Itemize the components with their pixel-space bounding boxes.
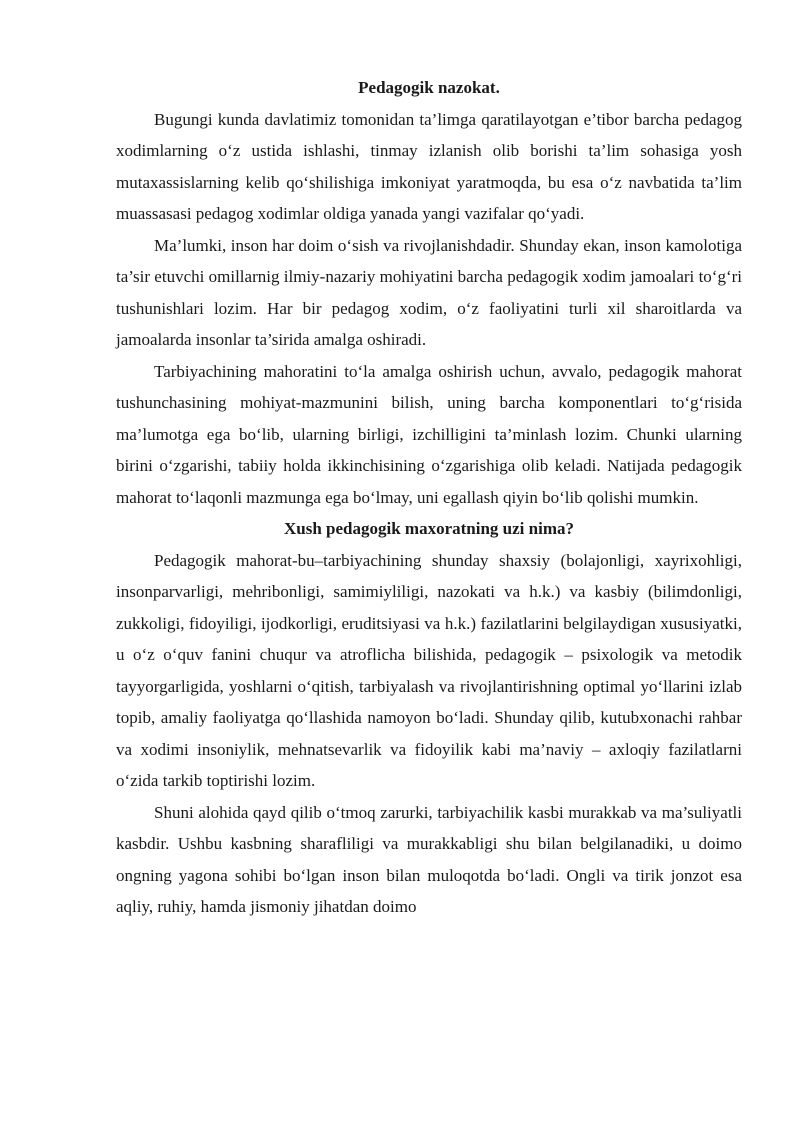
paragraph: Bugungi kunda davlatimiz tomonidan ta’limga qaratilayotgan e’tibor barcha pedagog xodimlarning o‘z ustida ishlashi, tinmay izlanish olib borishi ta’lim sohasiga yosh mutaxassislarning kelib qo‘shilishiga imkoniyat yaratmoqda, bu esa o‘z navbatida ta’lim muassasasi pedagog xodimlar oldiga yanada yangi vazifalar qo‘yadi.: [116, 109, 742, 223]
paragraph: Tarbiyachining mahoratini to‘la amalga oshirish uchun, avvalo, pedagogik mahorat tushunchasining mohiyat-mazmunini bilish, uning barcha komponentlari to‘g‘risida ma’lumotga ega bo‘lib, ularning birligi, izchilligini ta’minlash lozim. Chunki ularning birini o‘zgarishi, tabiiy holda ikkinchisining o‘zgarishiga olib keladi. Natijada pedagogik mahorat to‘laqonli mazmunga ega bo‘lmay, uni egallash qiyin bo‘lib qolishi mumkin.: [116, 361, 742, 507]
document-body: [116, 72, 742, 923]
paragraph: Pedagogik mahorat-bu–tarbiyachining shunday shaxsiy (bolajonligi, xayrixohligi, insonparvarligi, mehribonligi, samimiyliligi, nazokati va h.k.) va kasbiy (bilimdonligi, zukkoligi, fidoyiligi, ijodkorligi, eruditsiyasi va h.k.) fazilatlarini belgilaydigan xususiyatki, u o‘z o‘quv fanini chuqur va atroflicha bilishida, pedagogik – psixologik va metodik tayyorgarligida, yoshlarni o‘qitish, tarbiyalash va rivojlantirishning optimal yo‘llarini izlab topib, amaliy faoliyatga qo‘llashida namoyon bo‘ladi. Shunday qilib, kutubxonachi rahbar va xodimi insoniylik, mehnatsevarlik va fidoyilik kabi ma’naviy – axloqiy fazilatlarni o‘zida tarkib toptirishi lozim.: [116, 550, 742, 790]
section-heading: Xush pedagogik maxoratning uzi nima?: [284, 519, 574, 538]
paragraph: Ma’lumki, inson har doim o‘sish va rivojlanishdadir. Shunday ekan, inson kamolotiga ta’sir etuvchi omillarnig ilmiy-nazariy mohiyatini barcha pedagogik xodim jamoalari to‘g‘ri tushunishlari lozim. Har bir pedagog xodim, o‘z faoliyatini turli xil sharoitlarda va jamoalarda insonlar ta’sirida amalga oshiradi.: [116, 235, 742, 349]
document-title: Pedagogik nazokat.: [358, 78, 500, 97]
paragraph: Shuni alohida qayd qilib o‘tmoq zarurki, tarbiyachilik kasbi murakkab va ma’suliyatli kasbdir. Ushbu kasbning sharafliligi va murakkabligi shu bilan belgilanadiki, u doimo ongning yagona sohibi bo‘lgan inson bilan muloqotda bo‘ladi. Ongli va tirik jonzot esa aqliy, ruhiy, hamda jismoniy jihatdan doimo: [116, 802, 742, 916]
